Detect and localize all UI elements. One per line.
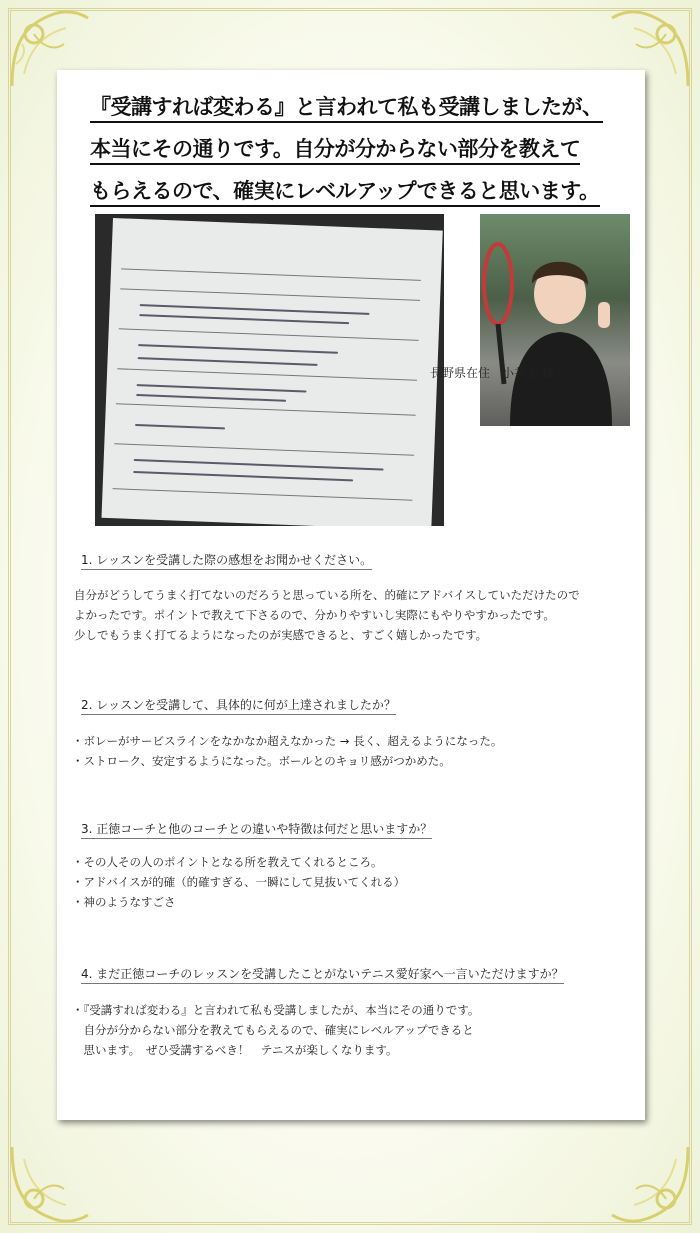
answer-line: ・『受講すれば変わる』と言われて私も受講しましたが、本当にその通りです。 <box>72 1003 480 1017</box>
headline-line: 『受講すれば変わる』と言われて私も受講しましたが、 <box>90 95 603 123</box>
question-title <box>81 820 432 837</box>
question-1-title: 1. レッスンを受講した際の感想をお聞かせください。 <box>81 553 372 570</box>
question-title <box>81 551 372 568</box>
answer-line: ・神のようなすごさ <box>72 895 176 909</box>
answer-line: 少しでもうまく打てるようになったのが実感できると、すごく嬉しかったです。 <box>74 628 488 642</box>
question-title <box>81 965 564 982</box>
customer-photo <box>480 214 630 426</box>
headline-line: もらえるので、確実にレベルアップできると思います。 <box>90 179 600 207</box>
customer-caption: 長野県在住 小井土 様 <box>430 366 554 380</box>
answer-line: 思います。 ぜひ受講するべき！ テニスが楽しくなります。 <box>72 1043 398 1057</box>
headline <box>90 86 630 212</box>
question-4-title: 4. まだ正徳コーチのレッスンを受講したことがないテニス愛好家へ一言いただけますか？ <box>81 967 564 984</box>
answer-1 <box>74 585 614 645</box>
answer-line: ・その人その人のポイントとなる所を教えてくれるところ。 <box>72 855 383 869</box>
answer-line: よかったです。ポイントで教えて下さるので、分かりやすいし実際にもやりやすかったです。 <box>74 608 555 622</box>
question-3-title: 3. 正徳コーチと他のコーチとの違いや特徴は何だと思いますか？ <box>81 822 432 839</box>
answer-2 <box>72 731 612 771</box>
answer-line: 自分がどうしてうまく打てないのだろうと思っている所を、的確にアドバイスしていただけたので <box>74 588 580 602</box>
answer-line: 自分が分からない部分を教えてもらえるので、確実にレベルアップできると <box>72 1023 474 1037</box>
answer-3 <box>72 852 612 912</box>
corner-ornament-icon <box>606 1139 696 1229</box>
answer-line: ・アドバイスが的確（的確すぎる、一瞬にして見抜いてくれる） <box>72 875 406 889</box>
headline-line: 本当にその通りです。自分が分からない部分を教えて <box>90 137 580 165</box>
answer-line: ・ボレーがサービスラインをなかなか超えなかった → 長く、超えるようになった。 <box>72 734 503 748</box>
corner-ornament-icon <box>4 1139 94 1229</box>
answer-4 <box>72 1000 612 1060</box>
survey-sheet-image <box>101 218 442 526</box>
answer-line: ・ストローク、安定するようになった。ボールとのキョリ感がつかめた。 <box>72 754 451 768</box>
person-illustration <box>480 214 630 426</box>
survey-sheet-photo <box>95 214 444 526</box>
question-2-title: 2. レッスンを受講して、具体的に何が上達されましたか？ <box>81 698 396 715</box>
question-title <box>81 696 396 713</box>
